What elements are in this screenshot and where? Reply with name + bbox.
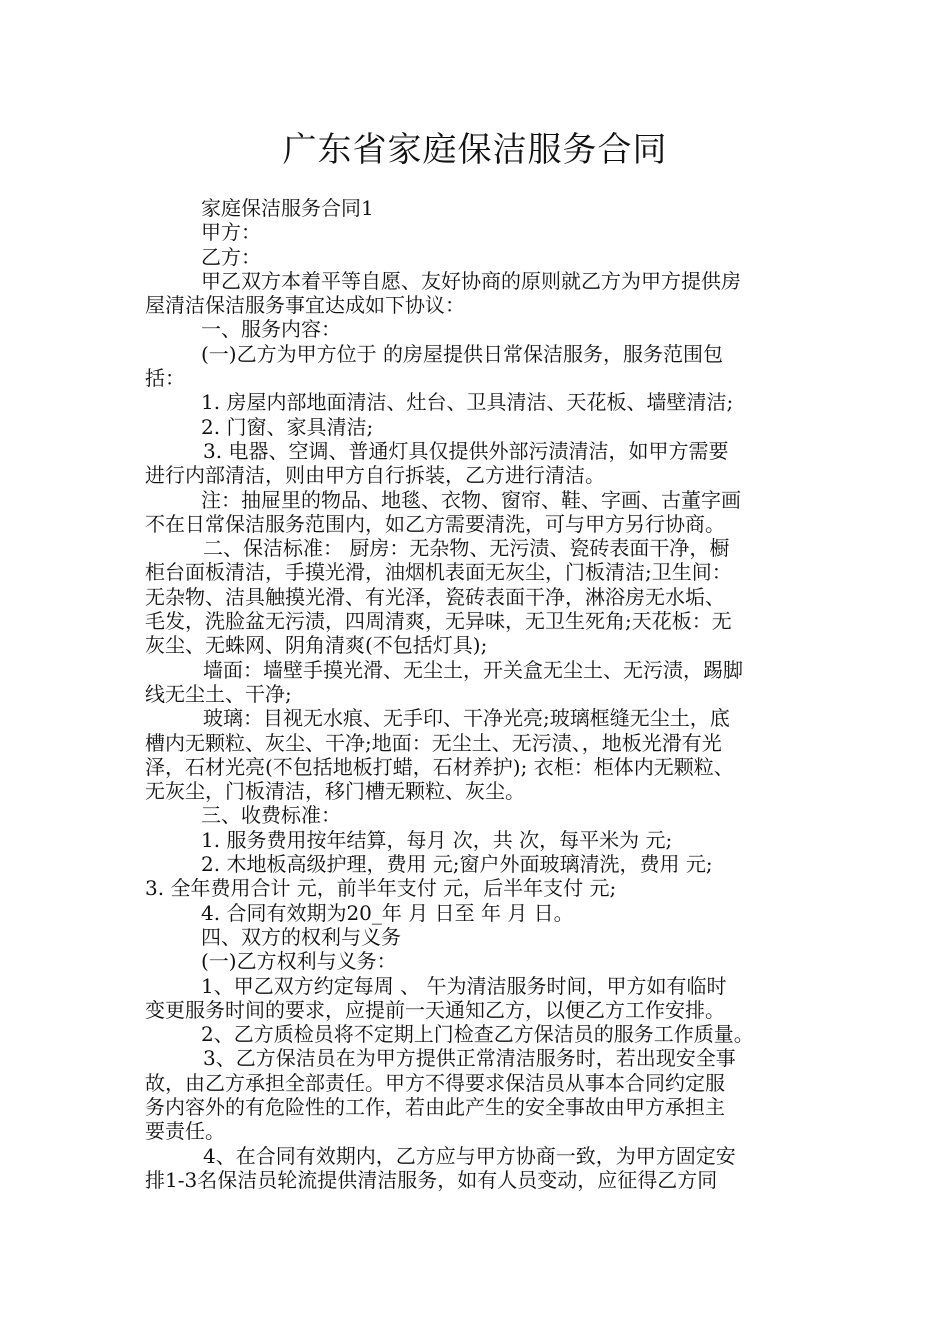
text-line: 不在日常保洁服务范围内，如乙方需要清洗，可与甲方另行协商。	[145, 511, 725, 536]
text-line: 注：抽屉里的物品、地毯、衣物、窗帘、鞋、字画、古董字画	[201, 487, 741, 512]
text-line: 柜台面板清洁，手摸光滑，油烟机表面无灰尘，门板清洁;卫生间：	[145, 560, 732, 585]
section-subtitle: 家庭保洁服务合同1	[201, 196, 374, 220]
text-line: 括：	[145, 366, 185, 391]
text-line: 1、甲乙双方约定每周 、 午为清洁服务时间，甲方如有临时	[201, 973, 727, 998]
text-line: 务内容外的有危险性的工作，若由此产生的安全事故由甲方承担主	[145, 1094, 725, 1119]
text-line: 屋清洁保洁服务事宜达成如下协议：	[145, 293, 465, 318]
text-line: 玻璃：目视无水痕、无手印、干净光亮;玻璃框缝无尘土，底	[203, 706, 730, 731]
document-body	[145, 196, 835, 1192]
text-line: 无杂物、洁具触摸光滑、有光泽，瓷砖表面干净，淋浴房无水垢、	[145, 584, 725, 609]
text-line: 3. 电器、空调、普通灯具仅提供外部污渍清洁，如甲方需要	[203, 438, 729, 463]
document-title: 广东省家庭保洁服务合同	[282, 130, 668, 170]
text-line: 排1-3名保洁员轮流提供清洁服务，如有人员变动，应征得乙方同	[145, 1167, 718, 1192]
text-line: 3、乙方保洁员在为甲方提供正常清洁服务时，若出现安全事	[203, 1046, 736, 1071]
text-line: 4、在合同有效期内，乙方应与甲方协商一致，为甲方固定安	[203, 1143, 736, 1168]
text-line: 2、乙方质检员将不定期上门检查乙方保洁员的服务工作质量。	[201, 1022, 754, 1047]
text-line: 进行内部清洁，则由甲方自行拆装，乙方进行清洁。	[145, 463, 605, 488]
section-heading: 二、保洁标准： 厨房：无杂物、无污渍、瓷砖表面干净，橱	[203, 536, 730, 561]
party-a-line: 甲方：	[201, 220, 261, 245]
section-heading: 四、双方的权利与义务	[201, 924, 401, 949]
text-line: 要责任。	[145, 1119, 225, 1144]
text-line: 无灰尘，门板清洁，移门槽无颗粒、灰尘。	[145, 779, 525, 804]
section-heading: 三、收费标准：	[201, 803, 341, 828]
text-line: 2. 门窗、家具清洁;	[201, 414, 374, 439]
party-b-line: 乙方：	[201, 244, 261, 269]
section-heading: 一、服务内容：	[201, 317, 341, 342]
text-line: 3. 全年费用合计 元，前半年支付 元，后半年支付 元;	[145, 876, 617, 901]
text-line: 1. 房屋内部地面清洁、灶台、卫具清洁、天花板、墙壁清洁;	[201, 390, 734, 415]
subsection-heading: (一)乙方权利与义务：	[201, 949, 397, 974]
text-line: 槽内无颗粒、灰尘、干净;地面：无尘土、无污渍、，地板光滑有光	[145, 730, 722, 755]
text-line: 变更服务时间的要求，应提前一天通知乙方，以便乙方工作安排。	[145, 997, 725, 1022]
text-line: 故，由乙方承担全部责任。甲方不得要求保洁员从事本合同约定服	[145, 1070, 725, 1095]
text-line: 1. 服务费用按年结算，每月 次，共 次，每平米为 元;	[201, 827, 673, 852]
text-line: 墙面：墙壁手摸光滑、无尘土，开关盒无尘土、无污渍，踢脚	[203, 657, 743, 682]
text-line: 线无尘土、干净;	[145, 681, 292, 706]
text-line: 毛发，洗脸盆无污渍，四周清爽，无异味，无卫生死角;天花板：无	[145, 609, 732, 634]
text-line: 泽，石材光亮(不包括地板打蜡，石材养护); 衣柜：柜体内无颗粒、	[145, 754, 734, 779]
text-line: (一)乙方为甲方位于 的房屋提供日常保洁服务，服务范围包	[201, 341, 723, 366]
text-line: 4. 合同有效期为20_年 月 日至 年 月 日。	[201, 900, 574, 925]
text-line: 2. 木地板高级护理，费用 元;窗户外面玻璃清洗，费用 元;	[201, 852, 713, 877]
text-line: 甲乙双方本着平等自愿、友好协商的原则就乙方为甲方提供房	[201, 268, 741, 293]
text-line: 灰尘、无蛛网、阴角清爽(不包括灯具);	[145, 633, 488, 658]
